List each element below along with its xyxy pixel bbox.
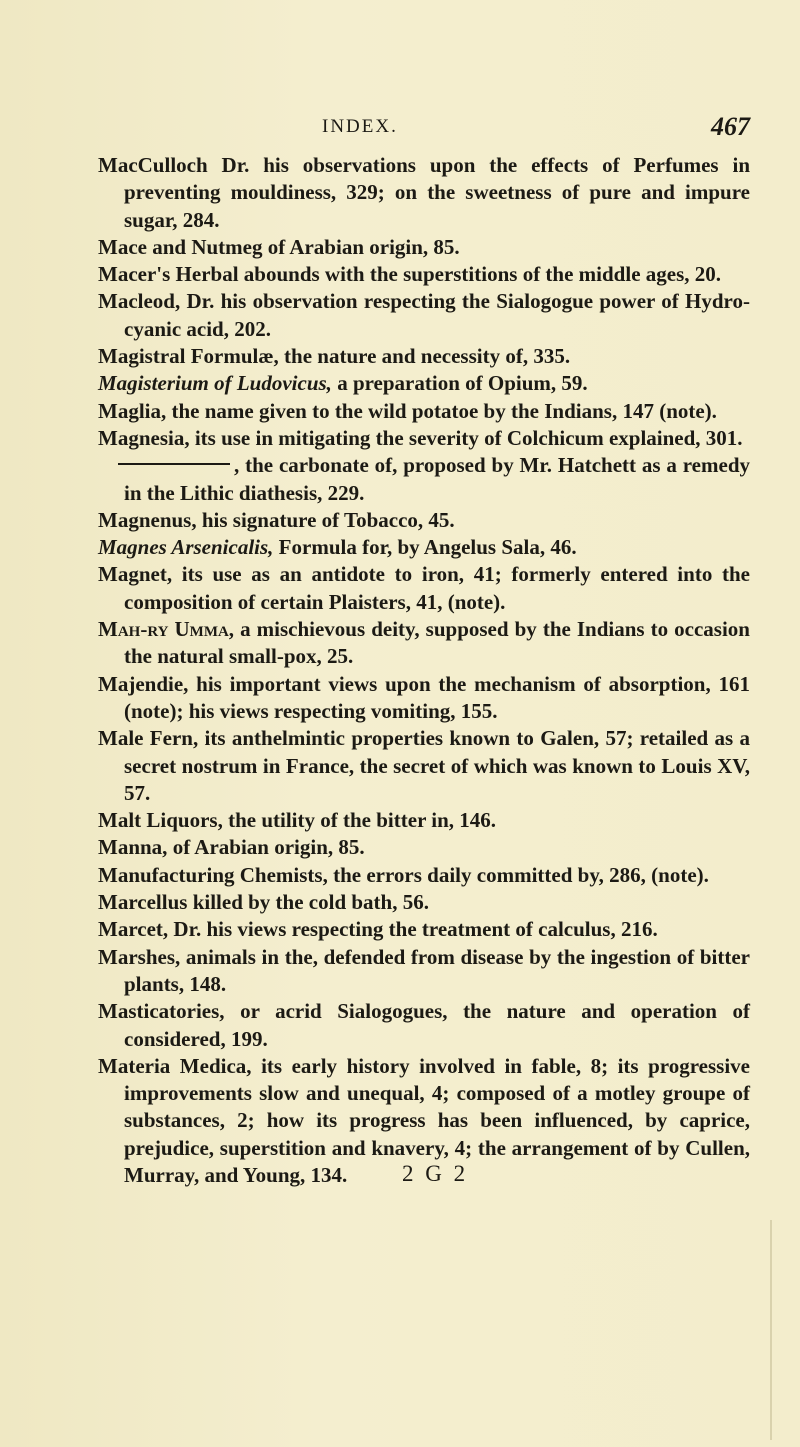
entry-head: Marcellus [98, 890, 188, 915]
entry-head: Magisterium of Ludovicus, [98, 371, 332, 396]
page-header [100, 112, 750, 148]
index-entry [98, 288, 750, 343]
entry-head: Male Fern, [98, 726, 199, 751]
entry-body: , the carbonate of, proposed by Mr. Hatchett as a remedy in the Lithic diathesis, 229. [124, 453, 750, 505]
index-entry [98, 152, 750, 234]
entry-head: Marshes, [98, 944, 181, 969]
entry-body: killed by the cold bath, 56. [187, 890, 429, 915]
index-entry [98, 234, 750, 261]
running-title: INDEX. [322, 116, 398, 137]
index-entry [98, 343, 750, 370]
signature-mark: 2 G 2 [402, 1161, 469, 1186]
entry-body: the nature and necessity of, 335. [278, 344, 571, 369]
entry-body: his views respecting the treatment of calculus, 216. [201, 917, 658, 942]
entry-head: Malt Liquors, [98, 808, 223, 833]
entry-body: a mischievous deity, supposed by the Indians to occasion the natural small-pox, 25. [124, 617, 750, 669]
entry-body: his signature of Tobacco, 45. [196, 507, 455, 532]
entry-body: of Arabian origin, 85. [167, 835, 365, 860]
entry-body: its anthelmintic properties known to Galen, 57; retailed as a secret nostrum in France, the secret of which was known to Louis XV, 57. [124, 726, 751, 805]
entry-body: his observations upon the effects of Perfumes in preventing mouldiness, 329; on the sweetness of pure and impure sugar, 284. [124, 153, 750, 232]
entry-head: Magnenus, [98, 507, 197, 532]
entry-body: his observation respecting the Sialogogue power of Hydro-cyanic acid, 202. [124, 289, 750, 341]
index-entry [98, 916, 750, 943]
index-entries [98, 152, 750, 1189]
entry-body: abounds with the superstitions of the middle ages, 20. [238, 262, 722, 287]
index-entry [98, 561, 750, 616]
page-edge-shadow [770, 1220, 772, 1440]
index-entry [98, 807, 750, 834]
index-entry [98, 834, 750, 861]
entry-head: Magistral Formulæ, [98, 344, 279, 369]
entry-head: MacCulloch Dr. [98, 153, 250, 177]
entry-head: Manufacturing Chemists, [98, 862, 328, 887]
index-entry [98, 425, 750, 452]
index-entry [98, 534, 750, 561]
index-entry [98, 725, 750, 807]
entry-head: Majendie, [98, 671, 189, 696]
entry-body: its use as an antidote to iron, 41; formerly entered into the composition of certain Plaisters, 41, (note). [124, 562, 750, 614]
entry-body: of Arabian origin, 85. [262, 234, 460, 259]
entry-head: Mace and Nutmeg [98, 234, 263, 259]
entry-body: the errors daily committed by, 286, (note). [327, 862, 709, 887]
entry-head: Manna, [98, 835, 168, 860]
entry-body: animals in the, defended from disease by the ingestion of bitter plants, 148. [124, 944, 750, 996]
entry-head: Magnes Arsenicalis, [98, 535, 274, 560]
index-entry [98, 507, 750, 534]
entry-body: Formula for, by Angelus Sala, 46. [273, 535, 577, 560]
entry-head: Magnet, [98, 562, 173, 587]
entry-head: Macleod, Dr. [98, 289, 215, 314]
entry-body: or acrid Sialogogues, the nature and operation of considered, 199. [124, 999, 750, 1051]
index-entry [98, 862, 750, 889]
entry-head: Marcet, Dr. [98, 917, 202, 942]
index-entry [98, 261, 750, 288]
entry-body: a preparation of Opium, 59. [331, 371, 588, 396]
entry-head: Masticatories, [98, 999, 225, 1024]
entry-body: his important views upon the mechanism of absorption, 161 (note); his views respecting vomiting, 155. [124, 671, 750, 723]
index-entry [98, 616, 750, 671]
index-entry [98, 998, 750, 1053]
entry-head: Magnesia, [98, 425, 190, 450]
entry-body: the name given to the wild potatoe by the Indians, 147 (note). [166, 398, 717, 423]
index-entry [98, 370, 750, 397]
ditto-dash [118, 463, 230, 465]
index-entry [98, 889, 750, 916]
entry-head: Materia Medica, [98, 1053, 252, 1078]
entry-body: the utility of the bitter in, 146. [222, 808, 497, 833]
index-entry [98, 944, 750, 999]
entry-head: Mah-ry Umma, [98, 617, 235, 642]
entry-body: its use in mitigating the severity of Colchicum explained, 301. [189, 425, 743, 450]
entry-body: its early history involved in fable, 8; its progressive improvements slow and unequal, 4; composed of a motley groupe of substances, 2; how its progress has been influenced, by caprice, prejudice, superstition and knavery, 4; the arrangement of by Cullen, Murray, and Young, 134. [124, 1053, 750, 1187]
index-entry-continuation [98, 452, 750, 507]
index-entry [98, 398, 750, 425]
entry-head: Maglia, [98, 398, 167, 423]
page-number: 467 [711, 112, 750, 141]
entry-head: Macer's Herbal [98, 262, 239, 287]
index-entry [98, 671, 750, 726]
